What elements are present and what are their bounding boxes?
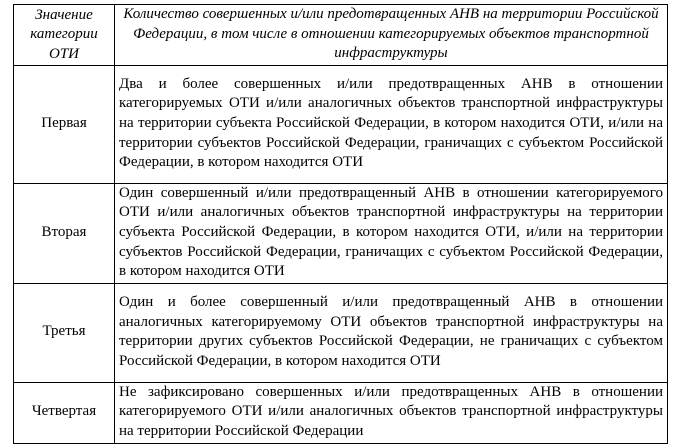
- description-cell: Один и более совершенный и/или предотвращенный АНВ в отношении аналогичных категорируемому ОТИ объектов транспортной инфраструктуры на территории других субъектов Российской Федерации, не граничащих с субъектом Российской Федерации, в котором находится ОТИ: [115, 283, 668, 382]
- table-row-first: [14, 65, 668, 183]
- table-header-row: [14, 5, 668, 66]
- category-cell: Вторая: [14, 183, 115, 283]
- header-count: Количество совершенных и/или предотвращенных АНВ на территории Российской Федерации, в том числе в отношении категорируемых объектов транспортной инфраструктуры: [115, 5, 668, 66]
- description-cell: Один совершенный и/или предотвращенный АНВ в отношении категорируемого ОТИ и/или аналогичных объектов транспортной инфраструктуры на территории субъекта Российской Федерации, в котором находится ОТИ, и/или на территории субъектов Российской Федерации, граничащих с субъектом Российской Федерации, в котором находится ОТИ: [115, 183, 668, 283]
- description-cell: Два и более совершенных и/или предотвращенных АНВ в отношении категорируемых ОТИ и/или аналогичных объектов транспортной инфраструктуры на территории субъекта Российской Федерации, в котором находится ОТИ, и/или на территории субъектов Российской Федерации, граничащих с субъектом Российской Федерации, в котором находится ОТИ: [115, 65, 668, 183]
- table-row-fourth: [14, 382, 668, 443]
- description-cell: Не зафиксировано совершенных и/или предотвращенных АНВ в отношении категорируемого ОТИ и/или аналогичных объектов транспортной инфраструктуры на территории Российской Федерации: [115, 382, 668, 443]
- header-category: Значение категории ОТИ: [14, 5, 115, 66]
- table-row-second: [14, 183, 668, 283]
- oti-category-table: [13, 4, 668, 444]
- category-cell: Третья: [14, 283, 115, 382]
- table-row-third: [14, 283, 668, 382]
- category-cell: Четвертая: [14, 382, 115, 443]
- category-cell: Первая: [14, 65, 115, 183]
